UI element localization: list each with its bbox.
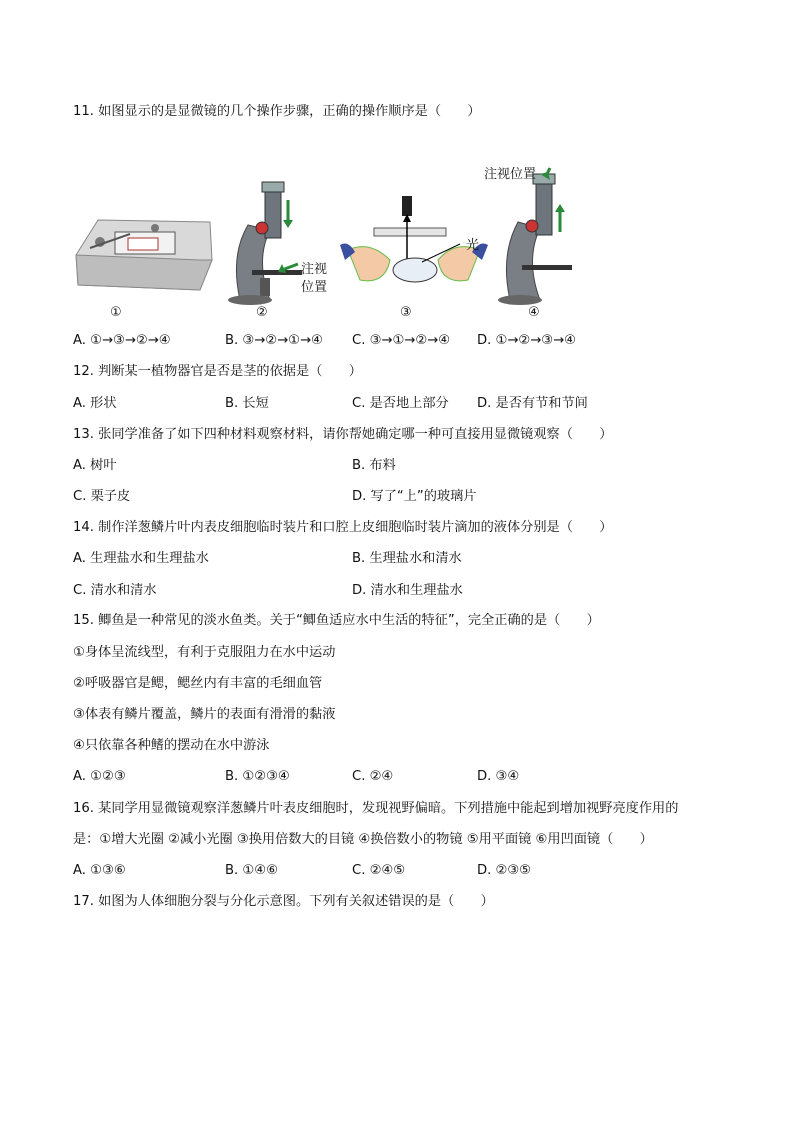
q14-stem: 14. 制作洋葱鳞片叶内表皮细胞临时装片和口腔上皮细胞临时装片滴加的液体分别是（ ） [73,520,613,535]
q11-option-a: A. ①→③→②→④ [73,333,171,348]
q15-option-d: D. ③④ [477,769,520,784]
q16-stem-line1: 16. 某同学用显微镜观察洋葱鳞片叶表皮细胞时，发现视野偏暗。下列措施中能起到增加视野亮度作用的 [73,801,679,816]
step1-label: ① [110,305,122,320]
q16-stem-line2: 是：①增大光圈 ②减小光圈 ③换用倍数大的目镜 ④换倍数小的物镜 ⑤用平面镜 ⑥用凹面镜（ ） [73,832,653,847]
q11-figure [70,160,590,325]
q16-option-b: B. ①④⑥ [225,863,278,878]
q11-stem: 11. 如图显示的是显微镜的几个操作步骤，正确的操作顺序是（ ） [73,104,481,119]
q13-option-b: B. 布料 [352,458,396,473]
q11-option-b: B. ③→②→①→④ [225,333,323,348]
step4-label: ④ [528,305,540,320]
step2-label: ② [256,305,268,320]
q14-option-d: D. 清水和生理盐水 [352,583,463,598]
q13-option-a: A. 树叶 [73,458,117,473]
q12-option-a: A. 形状 [73,396,117,411]
q15-statement-4: ④只依靠各种鳍的摆动在水中游泳 [73,738,270,753]
q15-option-c: C. ②④ [352,769,394,784]
q16-option-c: C. ②④⑤ [352,863,406,878]
q12-option-d: D. 是否有节和节间 [477,396,588,411]
q14-option-b: B. 生理盐水和清水 [352,551,462,566]
step2-note-line2: 位置 [301,280,328,295]
q17-stem: 17. 如图为人体细胞分裂与分化示意图。下列有关叙述错误的是（ ） [73,894,494,909]
step2-note-line1: 注视 [301,262,328,277]
q12-stem: 12. 判断某一植物器官是否是茎的依据是（ ） [73,364,362,379]
q16-option-d: D. ②③⑤ [477,863,532,878]
step4-note: 注视位置 [484,167,537,182]
q11-option-d: D. ①→②→③→④ [477,333,576,348]
q14-option-c: C. 清水和清水 [73,583,157,598]
step4-microscope-icon [498,168,572,305]
step1-stage-icon [76,220,212,290]
q15-option-a: A. ①②③ [73,769,126,784]
q13-option-d: D. 写了“上”的玻璃片 [352,489,477,504]
microscope-steps-illustration [70,160,590,325]
q15-statement-1: ①身体呈流线型，有利于克服阻力在水中运动 [73,645,336,660]
q15-statement-3: ③体表有鳞片覆盖，鳞片的表面有滑滑的黏液 [73,707,336,722]
q13-option-c: C. 栗子皮 [73,489,131,504]
step3-label: ③ [400,305,412,320]
q15-stem: 15. 鲫鱼是一种常见的淡水鱼类。关于“鲫鱼适应水中生活的特征”，完全正确的是（ ） [73,613,600,628]
q16-option-a: A. ①③⑥ [73,863,126,878]
q11-option-c: C. ③→①→②→④ [352,333,451,348]
step3-light-label: 光 [466,238,480,253]
step2-microscope-icon [228,182,302,305]
q13-stem: 13. 张同学准备了如下四种材料观察材料，请你帮她确定哪一种可直接用显微镜观察（ ） [73,427,613,442]
q15-statement-2: ②呼吸器官是鳃，鳃丝内有丰富的毛细血管 [73,676,323,691]
q14-option-a: A. 生理盐水和生理盐水 [73,551,209,566]
q15-option-b: B. ①②③④ [225,769,290,784]
q12-option-b: B. 长短 [225,396,269,411]
q12-option-c: C. 是否地上部分 [352,396,449,411]
